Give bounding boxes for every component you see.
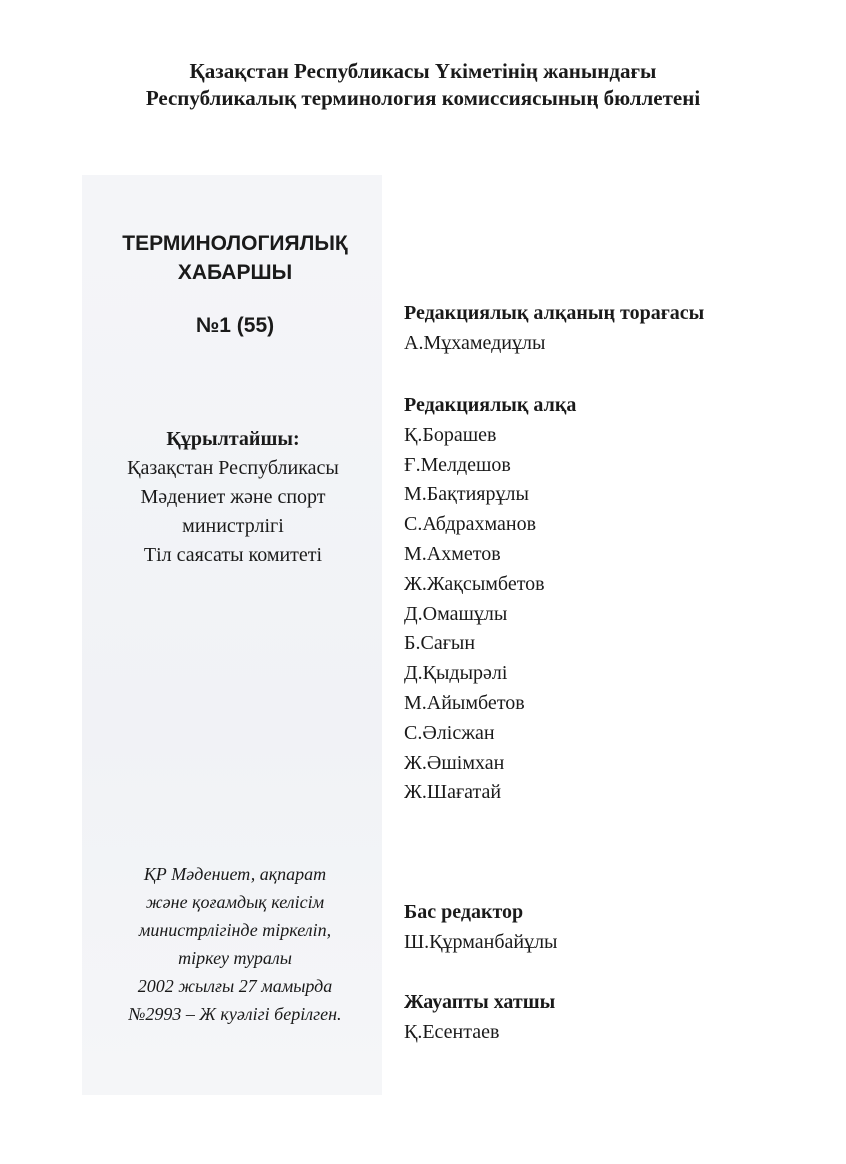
board-member: Ғ.Мелдешов xyxy=(404,453,511,476)
header-line-2: Республикалық терминология комиссиясының бюллетені xyxy=(145,86,701,110)
registration-line-5: 2002 жылғы 27 мамырда xyxy=(137,976,333,996)
board-member: Б.Сағын xyxy=(404,632,476,655)
board-chair-block xyxy=(404,299,834,359)
chief-editor-name: Ш.Құрманбайұлы xyxy=(404,930,558,953)
magazine-title-line-2: ХАБАРШЫ xyxy=(177,261,293,284)
board-member: М.Ахметов xyxy=(404,542,501,565)
founder-block xyxy=(78,425,388,570)
board-member: М.Айымбетов xyxy=(404,691,525,714)
board-chair-name: А.Мұхамедиұлы xyxy=(404,331,546,354)
registration-line-2: және қоғамдық келісім xyxy=(145,892,325,912)
chief-editor-heading: Бас редактор xyxy=(404,901,524,923)
executive-secretary-block xyxy=(404,988,834,1048)
board-member: С.Әлісжан xyxy=(404,721,495,744)
issue-number: №1 (55) xyxy=(195,314,275,337)
bulletin-header xyxy=(0,58,846,112)
board-chair-heading: Редакциялық алқаның торағасы xyxy=(404,302,705,324)
board-member: Ж.Әшімхан xyxy=(404,751,505,774)
chief-editor-block xyxy=(404,898,834,958)
board-member: Д.Омашұлы xyxy=(404,602,508,625)
editorial-board-heading: Редакциялық алқа xyxy=(404,394,577,416)
founder-label: Құрылтайшы: xyxy=(166,428,300,450)
registration-line-6: №2993 – Ж куәлігі берілген. xyxy=(128,1004,342,1024)
board-member: Ж.Жақсымбетов xyxy=(404,572,545,595)
founder-line-4: Тіл саясаты комитеті xyxy=(143,544,323,566)
executive-secretary-name: Қ.Есентаев xyxy=(404,1020,500,1043)
registration-line-4: тіркеу туралы xyxy=(178,948,292,968)
board-member: Ж.Шағатай xyxy=(404,781,502,804)
magazine-title-line-1: ТЕРМИНОЛОГИЯЛЫҚ xyxy=(122,232,348,255)
registration-note xyxy=(100,860,370,1028)
founder-line-1: Қазақстан Республикасы xyxy=(127,457,339,479)
editorial-board-block xyxy=(404,391,834,808)
board-member: М.Бақтиярұлы xyxy=(404,483,529,506)
founder-line-2: Мәдениет және спорт xyxy=(140,486,326,508)
registration-line-3: министрлігінде тіркеліп, xyxy=(138,920,332,940)
executive-secretary-heading: Жауапты хатшы xyxy=(404,991,556,1013)
board-member: С.Абдрахманов xyxy=(404,513,537,536)
founder-line-3: министрлігі xyxy=(182,515,284,537)
registration-line-1: ҚР Мәдениет, ақпарат xyxy=(143,864,327,884)
board-member: Қ.Борашев xyxy=(404,423,497,446)
magazine-title xyxy=(80,229,390,287)
board-member: Д.Қыдырәлі xyxy=(404,662,508,685)
header-line-1: Қазақстан Республикасы Үкіметінің жанындағы xyxy=(189,59,657,83)
